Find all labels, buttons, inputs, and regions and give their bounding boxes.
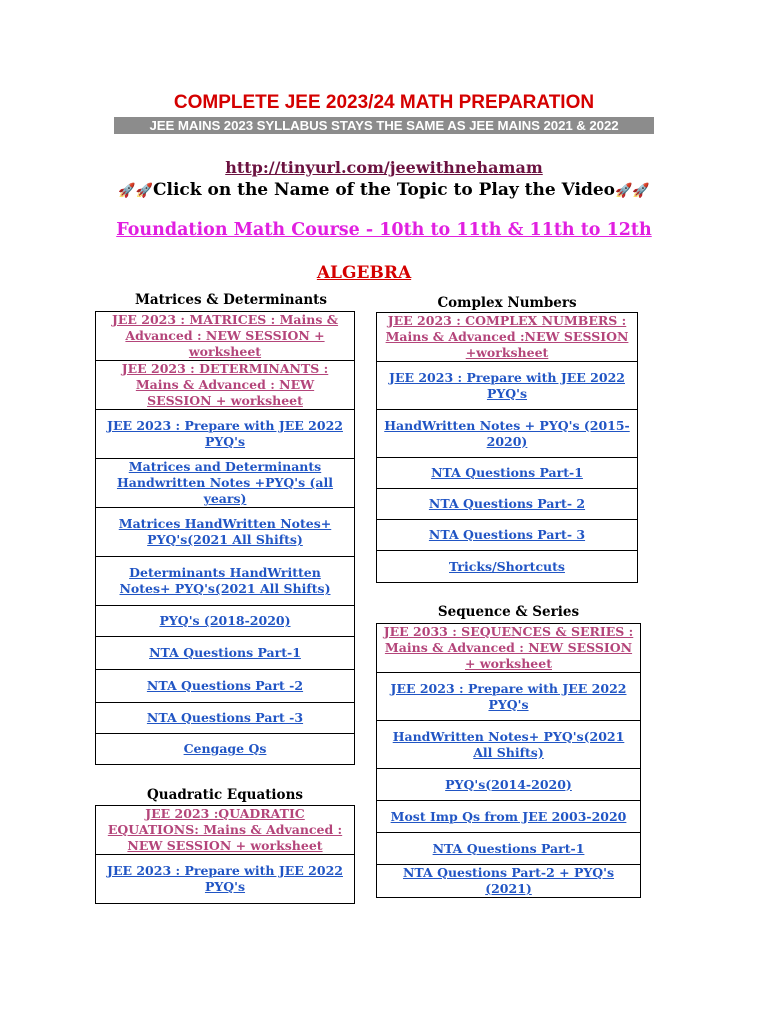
foundation-course-link[interactable]: Foundation Math Course - 10th to 11th & 11th to 12th: [116, 220, 652, 240]
link-determinants-session[interactable]: JEE 2023 : DETERMINANTS : Mains & Advanced : NEW SESSION + worksheet: [96, 361, 355, 410]
link-complex-nta-2[interactable]: NTA Questions Part- 2: [377, 489, 638, 520]
heading-matrices: Matrices & Determinants: [134, 292, 328, 308]
link-matrices-nta-2[interactable]: NTA Questions Part -2: [96, 670, 355, 703]
link-cengage-qs[interactable]: Cengage Qs: [96, 734, 355, 765]
link-determinants-notes-2021[interactable]: Determinants HandWritten Notes+ PYQ's(2021 All Shifts): [96, 557, 355, 606]
rocket-icon: 🚀🚀: [118, 183, 153, 199]
link-matrices-notes-2021[interactable]: Matrices HandWritten Notes+ PYQ's(2021 All Shifts): [96, 508, 355, 557]
complex-table: [376, 312, 638, 583]
link-matrices-nta-3[interactable]: NTA Questions Part -3: [96, 703, 355, 734]
link-sequence-notes-2021[interactable]: HandWritten Notes+ PYQ's(2021 All Shifts): [377, 721, 641, 769]
sequence-table: [376, 623, 641, 898]
tinyurl-link[interactable]: http://tinyurl.com/jeewithnehamam: [225, 158, 543, 177]
instruction-text: Click on the Name of the Topic to Play the Video: [152, 180, 615, 200]
link-matrices-nta-1[interactable]: NTA Questions Part-1: [96, 637, 355, 670]
link-complex-nta-3[interactable]: NTA Questions Part- 3: [377, 520, 638, 551]
link-sequence-most-imp[interactable]: Most Imp Qs from JEE 2003-2020: [377, 801, 641, 833]
link-sequence-pyq-2022[interactable]: JEE 2023 : Prepare with JEE 2022 PYQ's: [377, 673, 641, 721]
link-sequence-nta-2-pyq[interactable]: NTA Questions Part-2 + PYQ's (2021): [377, 865, 641, 898]
rocket-icon: 🚀🚀: [615, 183, 650, 199]
link-quadratic-session[interactable]: JEE 2023 :QUADRATIC EQUATIONS: Mains & Advanced : NEW SESSION + worksheet: [96, 806, 355, 855]
link-matrices-notes-all-years[interactable]: Matrices and Determinants Handwritten Notes +PYQ's (all years): [96, 459, 355, 508]
instruction-line: [0, 180, 768, 200]
link-matrices-pyq-2022[interactable]: JEE 2023 : Prepare with JEE 2022 PYQ's: [96, 410, 355, 459]
heading-complex-numbers: Complex Numbers: [437, 295, 577, 311]
heading-quadratic: Quadratic Equations: [147, 787, 303, 803]
link-complex-nta-1[interactable]: NTA Questions Part-1: [377, 458, 638, 489]
link-quadratic-pyq-2022[interactable]: JEE 2023 : Prepare with JEE 2022 PYQ's: [96, 855, 355, 904]
link-complex-session[interactable]: JEE 2023 : COMPLEX NUMBERS : Mains & Advanced :NEW SESSION +worksheet: [377, 313, 638, 362]
page-title: COMPLETE JEE 2023/24 MATH PREPARATION: [173, 92, 595, 113]
heading-sequence-series: Sequence & Series: [437, 604, 580, 620]
section-heading-algebra: ALGEBRA: [316, 263, 412, 283]
link-sequence-pyq-2014[interactable]: PYQ's(2014-2020): [377, 769, 641, 801]
link-complex-tricks[interactable]: Tricks/Shortcuts: [377, 551, 638, 583]
syllabus-banner: JEE MAINS 2023 SYLLABUS STAYS THE SAME AS JEE MAINS 2021 & 2022: [114, 117, 654, 134]
link-complex-notes[interactable]: HandWritten Notes + PYQ's (2015-2020): [377, 410, 638, 458]
link-sequence-nta-1[interactable]: NTA Questions Part-1: [377, 833, 641, 865]
quadratic-table: [95, 805, 355, 904]
link-complex-pyq-2022[interactable]: JEE 2023 : Prepare with JEE 2022 PYQ's: [377, 362, 638, 410]
link-sequence-session[interactable]: JEE 2033 : SEQUENCES & SERIES : Mains & Advanced : NEW SESSION + worksheet: [377, 624, 641, 673]
matrices-table: [95, 311, 355, 765]
link-matrices-session[interactable]: JEE 2023 : MATRICES : Mains & Advanced : NEW SESSION + worksheet: [96, 312, 355, 361]
link-matrices-pyq-2018[interactable]: PYQ's (2018-2020): [96, 606, 355, 637]
